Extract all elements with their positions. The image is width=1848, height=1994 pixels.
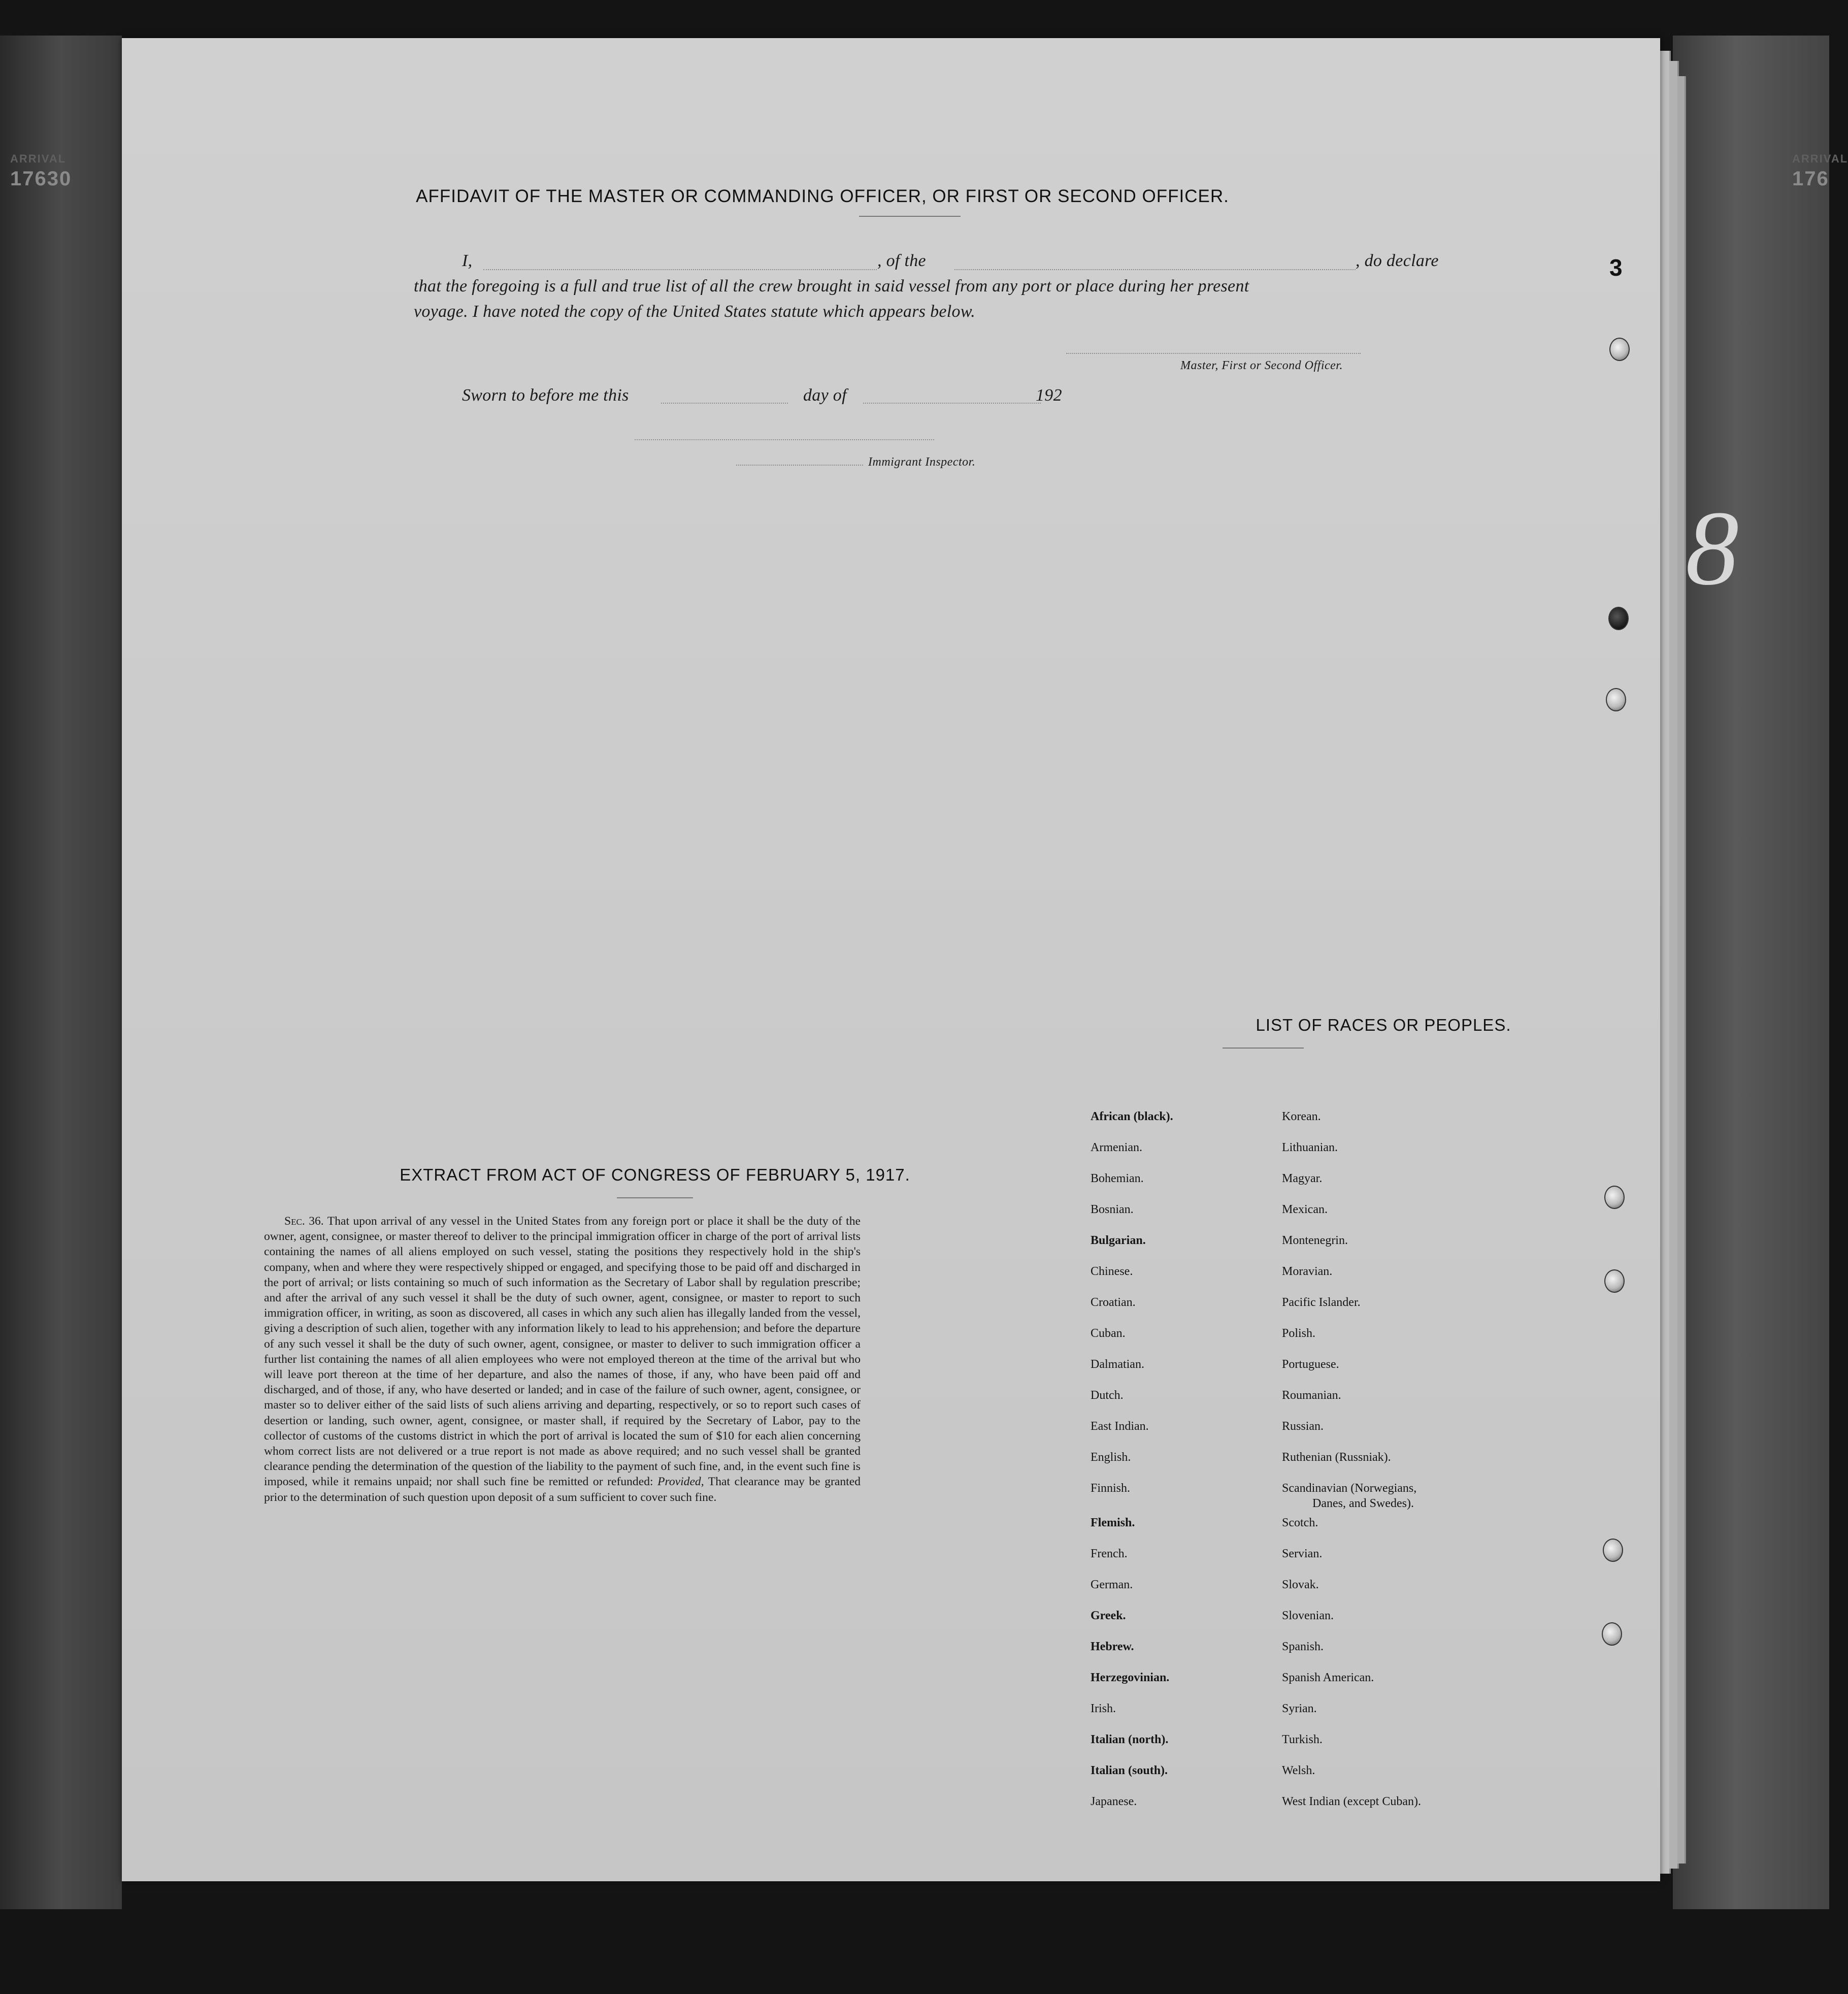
race-item: Slovak. <box>1282 1578 1319 1591</box>
inspector-signature-blank <box>635 439 934 440</box>
races-right-column <box>1282 1109 1421 1825</box>
race-item: Flemish. <box>1091 1516 1135 1529</box>
right-film-strip <box>1673 36 1829 1909</box>
race-item: Welsh. <box>1282 1764 1315 1777</box>
sworn-text: Sworn to before me this <box>462 386 629 405</box>
race-item: Portuguese. <box>1282 1358 1339 1371</box>
races-heading: LIST OF RACES OR PEOPLES. <box>1256 1016 1511 1034</box>
race-item: Korean. <box>1282 1110 1321 1123</box>
race-item: Scandinavian (Norwegians, <box>1282 1482 1417 1495</box>
left-film-strip <box>0 36 122 1909</box>
race-item: Lithuanian. <box>1282 1141 1338 1154</box>
heading-rule <box>859 216 961 217</box>
binder-hole <box>1604 1186 1625 1209</box>
race-item: Polish. <box>1282 1327 1316 1340</box>
race-item: Irish. <box>1091 1702 1116 1715</box>
extract-body <box>264 1214 861 1505</box>
race-item: Greek. <box>1091 1609 1126 1622</box>
race-item: Armenian. <box>1091 1141 1142 1154</box>
extract-heading: EXTRACT FROM ACT OF CONGRESS OF FEBRUARY 5, 1917. <box>400 1165 910 1184</box>
binder-hole <box>1604 1269 1625 1293</box>
signature-label: Master, First or Second Officer. <box>1180 359 1343 372</box>
race-item: Italian (north). <box>1091 1733 1169 1746</box>
left-strip-arrival-number: 17630 <box>10 168 72 190</box>
right-strip-arrival-number: 176 <box>1792 168 1829 190</box>
left-strip-arrival-label: ARRIVAL <box>10 152 67 165</box>
race-item: Bohemian. <box>1091 1172 1144 1185</box>
races-left-column <box>1091 1109 1173 1825</box>
race-item: Mexican. <box>1282 1203 1328 1216</box>
race-item: Servian. <box>1282 1547 1323 1560</box>
race-item: Slovenian. <box>1282 1609 1334 1622</box>
race-item: Montenegrin. <box>1282 1234 1348 1247</box>
extract-body-part-2: That clearance may be granted prior to the determination of such question upon deposit of a sum sufficient to cover such fine. <box>264 1475 861 1504</box>
race-item: Magyar. <box>1282 1172 1323 1185</box>
race-item: Scotch. <box>1282 1516 1318 1529</box>
sworn-year: 192 <box>1036 386 1062 405</box>
race-item: African (black). <box>1091 1110 1173 1123</box>
race-item: German. <box>1091 1578 1133 1591</box>
race-item: Ruthenian (Russniak). <box>1282 1451 1391 1464</box>
binder-hole <box>1609 338 1630 361</box>
month-blank <box>863 403 1041 404</box>
race-item: Pacific Islander. <box>1282 1296 1361 1309</box>
binder-hole <box>1608 607 1629 630</box>
affidavit-heading: AFFIDAVIT OF THE MASTER OR COMMANDING OFFICER, OR FIRST OR SECOND OFFICER. <box>416 186 1229 206</box>
race-item: Bosnian. <box>1091 1203 1134 1216</box>
right-strip-arrival-label: ARRIVAL <box>1792 152 1848 165</box>
day-blank <box>661 403 788 404</box>
binder-hole <box>1602 1622 1622 1646</box>
race-item: East Indian. <box>1091 1420 1149 1433</box>
section-label: Sec. 36. <box>284 1215 324 1228</box>
race-item: French. <box>1091 1547 1128 1560</box>
affidavit-i: I, <box>462 251 473 270</box>
document-page <box>122 38 1660 1881</box>
name-blank <box>483 269 877 270</box>
race-item: Hebrew. <box>1091 1640 1134 1653</box>
race-item: Chinese. <box>1091 1265 1133 1278</box>
affidavit-of-the: , of the <box>877 251 926 270</box>
race-item: Cuban. <box>1091 1327 1126 1340</box>
race-item: Herzegovinian. <box>1091 1671 1170 1684</box>
sheet-edge <box>1677 76 1686 1864</box>
race-item: West Indian (except Cuban). <box>1282 1795 1421 1808</box>
handwritten-number: 8 <box>1686 489 1739 607</box>
race-item: Spanish. <box>1282 1640 1324 1653</box>
affidavit-line-3: voyage. I have noted the copy of the United States statute which appears below. <box>414 302 976 321</box>
race-item: Italian (south). <box>1091 1764 1168 1777</box>
races-rule <box>1223 1048 1304 1049</box>
race-item: Syrian. <box>1282 1702 1317 1715</box>
race-item-continued: Danes, and Swedes). <box>1312 1497 1414 1510</box>
signature-blank <box>1066 353 1361 354</box>
race-item: Moravian. <box>1282 1265 1333 1278</box>
race-item: English. <box>1091 1451 1131 1464</box>
inspector-label: Immigrant Inspector. <box>868 455 976 469</box>
inspector-name-blank <box>736 465 863 466</box>
provided-word: Provided, <box>657 1475 704 1489</box>
vessel-blank <box>954 269 1356 270</box>
sworn-day-of: day of <box>803 386 847 405</box>
extract-rule <box>617 1197 693 1198</box>
race-item: Dutch. <box>1091 1389 1124 1402</box>
race-item: Russian. <box>1282 1420 1324 1433</box>
binder-hole <box>1606 688 1626 711</box>
race-item: Dalmatian. <box>1091 1358 1144 1371</box>
binder-hole <box>1603 1539 1623 1562</box>
race-item: Turkish. <box>1282 1733 1323 1746</box>
extract-body-part-1: That upon arrival of any vessel in the United States from any foreign port or place it shall be the duty of the owner, agent, consignee, or master thereof to deliver to the principal immigration officer in charge of the port of arrival lists containing the names of all aliens employed on such vessel, stating the positions they respectively hold in the ship's company, when and where they were respectively shipped or engaged, and specifying those to be paid off and discharged in the port of arrival; or lists containing so much of such information as the Secretary of Labor shall by regulation prescribe; and after the arrival of any such vessel it shall be the duty of such owner, agent, consignee, or master to report to such immigration officer, in writing, as soon as discovered, all cases in which any such alien has illegally landed from the vessel, giving a description of such alien, together with any information likely to lead to his apprehension; and before the departure of any such vessel it shall be the duty of such owner, agent, consignee, or master to deliver to such immigration officer a further list containing the names of all alien employees who were not employed thereon at the time of the arrival but who will leave port thereon at the time of her departure, and also the names of those, if any, who have been paid off and discharged, and of those, if any, who have deserted or landed; and in case of the failure of such owner, agent, consignee, or master so to deliver either of the said lists of such aliens arriving and departing, respectively, or so to report such cases of desertion or landing, such owner, agent, consignee, or master shall, if required by the Secretary of Labor, pay to the collector of customs of the customs district in which the port of arrival is located the sum of $10 for each alien concerning whom correct lists are not delivered or a true report is not made as above required; and no such vessel shall be granted clearance pending the determination of the question of the liability to the payment of such fine, and, in the event such fine is imposed, while it remains unpaid; nor shall such fine be remitted or refunded: <box>264 1215 861 1489</box>
race-item: Bulgarian. <box>1091 1234 1146 1247</box>
affidavit-declare: , do declare <box>1356 251 1439 270</box>
race-item: Croatian. <box>1091 1296 1136 1309</box>
page-number: 3 <box>1609 254 1623 281</box>
affidavit-line-2: that the foregoing is a full and true list of all the crew brought in said vessel from any port or place during her present <box>414 277 1249 296</box>
race-item: Finnish. <box>1091 1482 1131 1495</box>
race-item: Japanese. <box>1091 1795 1137 1808</box>
race-item: Roumanian. <box>1282 1389 1341 1402</box>
race-item: Spanish American. <box>1282 1671 1374 1684</box>
